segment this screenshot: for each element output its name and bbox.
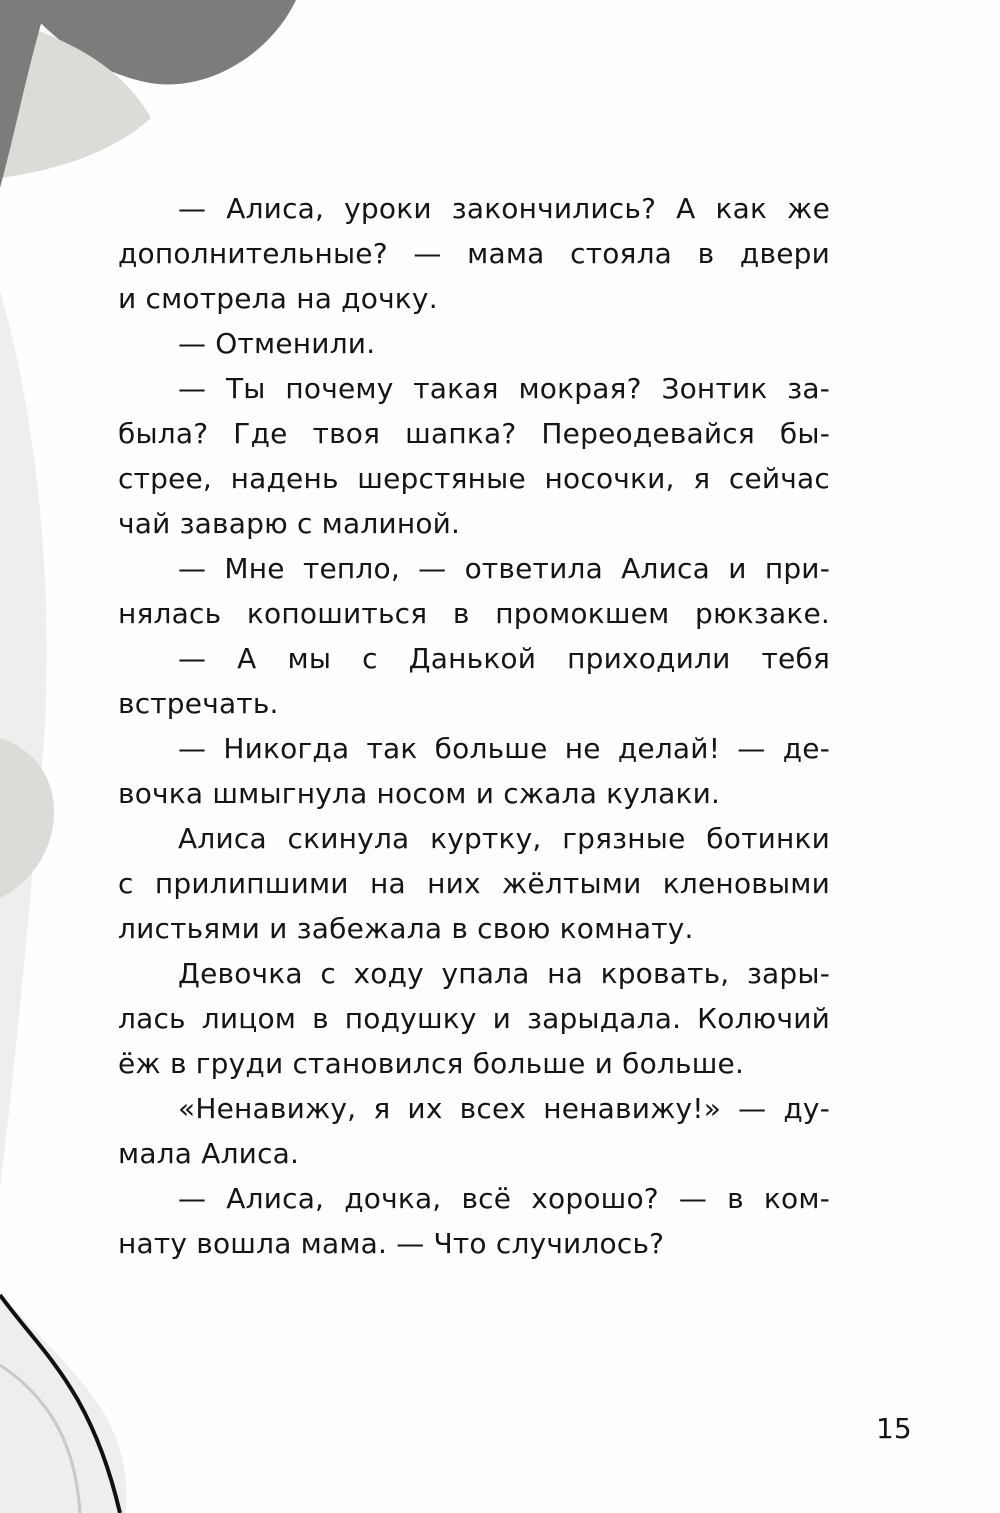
story-line: — Никогда так больше не делай! — де- <box>178 732 830 765</box>
left-pale-circle <box>0 738 54 898</box>
left-shadow-leaf <box>0 290 47 1188</box>
story-line: — Алиса, дочка, всё хорошо? — в ком- <box>178 1182 830 1215</box>
story-line: дополнительные? — мама стояла в двери <box>118 237 830 270</box>
story-line: «Ненавижу, я их всех ненавижу!» — ду- <box>178 1092 830 1125</box>
story-line: — Отменили. <box>178 327 376 360</box>
story-line: встречать. <box>118 687 279 720</box>
story-line: была? Где твоя шапка? Переодевайся бы- <box>118 417 830 450</box>
story-line: листьями и забежала в свою комнату. <box>118 912 694 945</box>
story-line: мала Алиса. <box>118 1137 300 1170</box>
story-line: Алиса скинула куртку, грязные ботинки <box>178 822 830 855</box>
page-number: 15 <box>876 1412 912 1445</box>
story-line: — А мы с Данькой приходили тебя <box>178 642 830 675</box>
story-line: и смотрела на дочку. <box>118 282 438 315</box>
story-line: нялась копошиться в промокшем рюкзаке. <box>118 597 830 630</box>
story-line: с прилипшими на них жёлтыми кленовыми <box>118 867 830 900</box>
bottom-left-leaf <box>0 1292 127 1513</box>
story-line: ёж в груди становился больше и больше. <box>118 1047 745 1080</box>
story-line: — Алиса, уроки закончились? А как же <box>178 192 830 225</box>
story-line: вочка шмыгнула носом и сжала кулаки. <box>118 777 721 810</box>
story-line: лась лицом в подушку и зарыдала. Колючий <box>118 1002 830 1035</box>
story-line: нату вошла мама. — Что случилось? <box>118 1227 665 1260</box>
story-line: — Мне тепло, — ответила Алиса и при- <box>178 552 830 585</box>
story-line: — Ты почему такая мокрая? Зонтик за- <box>178 372 830 405</box>
story-line: Девочка с ходу упала на кровать, зары- <box>178 957 830 990</box>
story-line: стрее, надень шерстяные носочки, я сейчас <box>118 462 830 495</box>
story-text <box>118 186 830 1266</box>
story-line: чай заварю с малиной. <box>118 507 461 540</box>
